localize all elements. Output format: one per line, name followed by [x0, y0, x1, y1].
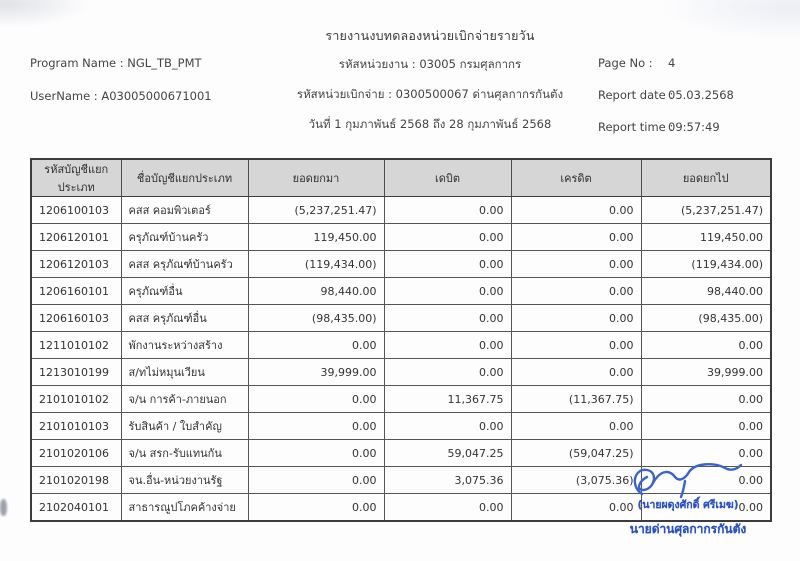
program-name-line [30, 56, 202, 70]
signature-block [616, 460, 760, 539]
gl-code-cell: 1206120101 [31, 224, 121, 251]
balance-forward-cell: 0.00 [248, 386, 384, 413]
table-row [31, 305, 771, 332]
gl-code-cell: 1211010102 [31, 332, 121, 359]
balance-forward-cell: (119,434.00) [248, 251, 384, 278]
debit-cell: 0.00 [384, 332, 511, 359]
balance-forward-cell: 0.00 [248, 413, 384, 440]
balance-forward-cell: 0.00 [248, 494, 384, 522]
account-name-cell: รับสินค้า / ใบสำคัญ [121, 413, 248, 440]
column-header-3: เดบิต [384, 159, 511, 197]
gl-code-cell: 2101020198 [31, 467, 121, 494]
table-row [31, 413, 771, 440]
disbursement-unit-line: รหัสหน่วยเบิกจ่าย : 0300500067 ด่านศุลกากรกันตัง [296, 87, 564, 101]
balance-forward-cell: 0.00 [248, 467, 384, 494]
gl-code-cell: 1206160103 [31, 305, 121, 332]
debit-cell: 0.00 [384, 413, 511, 440]
account-name-cell: คสส ครุภัณฑ์บ้านครัว [121, 251, 248, 278]
account-name-cell: ครุภัณฑ์บ้านครัว [121, 224, 248, 251]
gl-code-cell: 2101010103 [31, 413, 121, 440]
balance-carried-cell: 0.00 [641, 494, 771, 522]
gl-code-cell: 1206160101 [31, 278, 121, 305]
debit-cell: 11,367.75 [384, 386, 511, 413]
gl-code-cell: 1206120103 [31, 251, 121, 278]
account-name-cell: จ/น การค้า-ภายนอก [121, 386, 248, 413]
account-name-cell: คสส คอมพิวเตอร์ [121, 197, 248, 224]
username-line [30, 89, 212, 103]
report-date-value: 05.03.2568 [668, 88, 734, 102]
debit-cell: 0.00 [384, 278, 511, 305]
debit-cell: 0.00 [384, 305, 511, 332]
credit-cell: 0.00 [511, 197, 641, 224]
account-name-cell: จน.อื่น-หน่วยงานรัฐ [121, 467, 248, 494]
page-no-label: Page No : [598, 56, 653, 70]
signature-position: นายด่านศุลกากรกันตัง [629, 522, 747, 536]
table-row [31, 386, 771, 413]
debit-cell: 0.00 [384, 494, 511, 522]
table-row [31, 278, 771, 305]
balance-carried-cell: (98,435.00) [641, 305, 771, 332]
table-row [31, 359, 771, 386]
date-range-line: วันที่ 1 กุมภาพันธ์ 2568 ถึง 28 กุมภาพันธ์ 2568 [308, 117, 552, 131]
debit-cell: 0.00 [384, 224, 511, 251]
account-name-cell: สาธารณูปโภคค้างจ่าย [121, 494, 248, 522]
program-name-value: NGL_TB_PMT [127, 56, 202, 70]
credit-cell: 0.00 [511, 332, 641, 359]
table-row [31, 251, 771, 278]
page-no-value: 4 [668, 56, 676, 70]
table-header-row [31, 159, 771, 197]
credit-cell: 0.00 [511, 305, 641, 332]
credit-cell: (59,047.25) [511, 440, 641, 467]
balance-forward-cell: 0.00 [248, 440, 384, 467]
column-header-5: ยอดยกไป [641, 159, 771, 197]
gl-code-cell: 1206100103 [31, 197, 121, 224]
credit-cell: 0.00 [511, 251, 641, 278]
debit-cell: 0.00 [384, 197, 511, 224]
balance-forward-cell: 39,999.00 [248, 359, 384, 386]
gl-code-cell: 2102040101 [31, 494, 121, 522]
credit-cell: 0.00 [511, 359, 641, 386]
gl-code-cell: 1213010199 [31, 359, 121, 386]
account-name-cell: ครุภัณฑ์อื่น [121, 278, 248, 305]
balance-carried-cell: 0.00 [641, 332, 771, 359]
balance-forward-cell: (5,237,251.47) [248, 197, 384, 224]
balance-carried-cell: (5,237,251.47) [641, 197, 771, 224]
debit-cell: 3,075.36 [384, 467, 511, 494]
username-label: UserName : [30, 89, 98, 103]
balance-carried-cell: 0.00 [641, 413, 771, 440]
balance-forward-cell: (98,435.00) [248, 305, 384, 332]
column-header-0: รหัสบัญชีแยกประเภท [31, 159, 121, 197]
scan-artifact-smudge [0, 499, 7, 516]
account-name-cell: ส/ทไม่หมุนเวียน [121, 359, 248, 386]
credit-cell: 0.00 [511, 494, 641, 522]
column-header-1: ชื่อบัญชีแยกประเภท [121, 159, 248, 197]
gl-code-cell: 2101020106 [31, 440, 121, 467]
credit-cell: (3,075.36) [511, 467, 641, 494]
column-header-4: เครดิต [511, 159, 641, 197]
column-header-2: ยอดยกมา [248, 159, 384, 197]
table-row [31, 332, 771, 359]
balance-forward-cell: 98,440.00 [248, 278, 384, 305]
program-name-label: Program Name : [30, 56, 124, 70]
table-row [31, 197, 771, 224]
account-name-cell: จ/น สรก-รับแทนกัน [121, 440, 248, 467]
balance-forward-cell: 0.00 [248, 332, 384, 359]
balance-carried-cell: (119,434.00) [641, 251, 771, 278]
username-value: A03005000671001 [101, 89, 212, 103]
credit-cell: (11,367.75) [511, 386, 641, 413]
debit-cell: 0.00 [384, 359, 511, 386]
debit-cell: 0.00 [384, 251, 511, 278]
balance-carried-cell: 98,440.00 [641, 278, 771, 305]
gl-code-cell: 2101010102 [31, 386, 121, 413]
agency-code-line: รหัสหน่วยงาน : 03005 กรมศุลกากร [338, 57, 522, 71]
balance-forward-cell: 119,450.00 [248, 224, 384, 251]
balance-carried-cell: 39,999.00 [641, 359, 771, 386]
report-time-label: Report time : [598, 120, 674, 134]
report-date-label: Report date : [598, 88, 674, 102]
account-name-cell: คสส ครุภัณฑ์อื่น [121, 305, 248, 332]
table-row [31, 224, 771, 251]
credit-cell: 0.00 [511, 413, 641, 440]
balance-carried-cell: 0.00 [641, 440, 771, 467]
balance-carried-cell: 119,450.00 [641, 224, 771, 251]
account-name-cell: พักงานระหว่างสร้าง [121, 332, 248, 359]
report-title: รายงานงบทดลองหน่วยเบิกจ่ายรายวัน [325, 28, 535, 43]
signature-name: (นายผดุงศักดิ์ ศรีเมฆ) [637, 499, 739, 511]
balance-carried-cell: 0.00 [641, 467, 771, 494]
balance-carried-cell: 0.00 [641, 386, 771, 413]
debit-cell: 59,047.25 [384, 440, 511, 467]
credit-cell: 0.00 [511, 278, 641, 305]
credit-cell: 0.00 [511, 224, 641, 251]
report-time-value: 09:57:49 [668, 120, 720, 134]
